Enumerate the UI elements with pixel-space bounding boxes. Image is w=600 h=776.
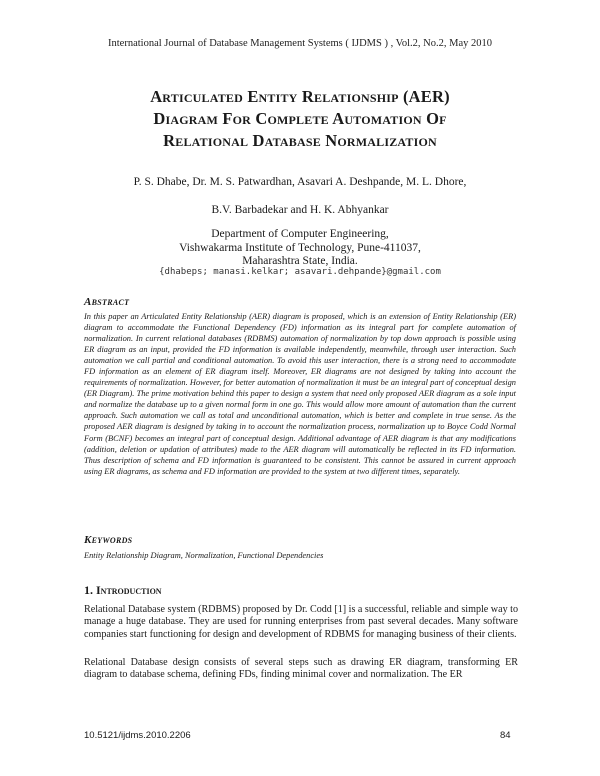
journal-header: International Journal of Database Management Systems ( IJDMS ) , Vol.2, No.2, May 2010: [108, 38, 492, 49]
title-line: Relational Database Normalization: [163, 131, 437, 150]
keywords-heading: Keywords: [84, 534, 133, 546]
author-emails: {dhabeps; manasi.kelkar; asavari.dehpande}@gmail.com: [159, 267, 441, 277]
authors-line-1: P. S. Dhabe, Dr. M. S. Patwardhan, Asavari A. Deshpande, M. L. Dhore,: [133, 176, 467, 188]
department: Department of Computer Engineering,: [211, 228, 389, 240]
introduction-paragraph-2: Relational Database design consists of several steps such as drawing ER diagram, transforming ER diagram to database schema, defining FDs, finding minimal cover and normalization. The ER: [84, 657, 518, 681]
title-line: Diagram For Complete Automation Of: [153, 109, 447, 128]
introduction-heading: 1. Introduction: [84, 583, 162, 597]
keywords-text: Entity Relationship Diagram, Normalization, Functional Dependencies: [84, 551, 324, 560]
authors-line-2: B.V. Barbadekar and H. K. Abhyankar: [211, 204, 389, 216]
institute: Vishwakarma Institute of Technology, Pune-411037,: [179, 241, 421, 254]
doi: 10.5121/ijdms.2010.2206: [84, 730, 191, 741]
title-line: Articulated Entity Relationship (AER): [150, 87, 450, 106]
introduction-paragraph-1: Relational Database system (RDBMS) proposed by Dr. Codd [1] is a successful, reliable and simple way to manage a huge database. They are used for running enterprises from past several decades. Many software companies start functioning for design and development of RDBMS for managing business of their clients.: [84, 604, 518, 640]
page-number: 84: [500, 730, 511, 741]
abstract-text: In this paper an Articulated Entity Relationship (AER) diagram is proposed, which is an extension of Entity Relationship (ER) diagram to accommodate the Functional Dependency (FD) information as its integral part for complete automation of normalization. In current relational databases (RDBMS) automation of normalization by top down approach is possible using ER diagram as an input, provided the FD information is available independently, meanwhile, through user interaction. Such automation we call partial and conditional automation. To avoid this user interaction, there is a strong need to accommodate FD information as an element of ER diagram itself. Moreover, ER diagrams are not designed by taking into account the requirements of normalization. However, for better automation of normalization it must be an integral part of conceptual design (ER Diagram). The prime motivation behind this paper to design a system that need only proposed AER diagram as a sole input and normalize the database up to a given normal form in one go. This would allow more amount of automation than the current approach. Such automation we call as total and unconditional automation, which is better and complete in true sense. As the proposed AER diagram is designed by taking in to account the normalization process, normalization up to Boyce Codd Normal Form (BCNF) becomes an integral part of conceptual design. Additional advantage of AER diagram is that any modifications (addition, deletion or updation of attributes) made to the AER diagram will automatically be reflected in its FD information. Thus description of schema and FD information is guaranteed to be consistent. This cannot be assured in current approach using ER diagrams, as schema and FD information are provided to the system at two different times, separately.: [84, 312, 516, 476]
abstract-heading: Abstract: [84, 296, 130, 308]
paper-title: [70, 86, 530, 152]
affiliation: [0, 228, 600, 269]
state: Maharashtra State, India.: [242, 255, 358, 267]
